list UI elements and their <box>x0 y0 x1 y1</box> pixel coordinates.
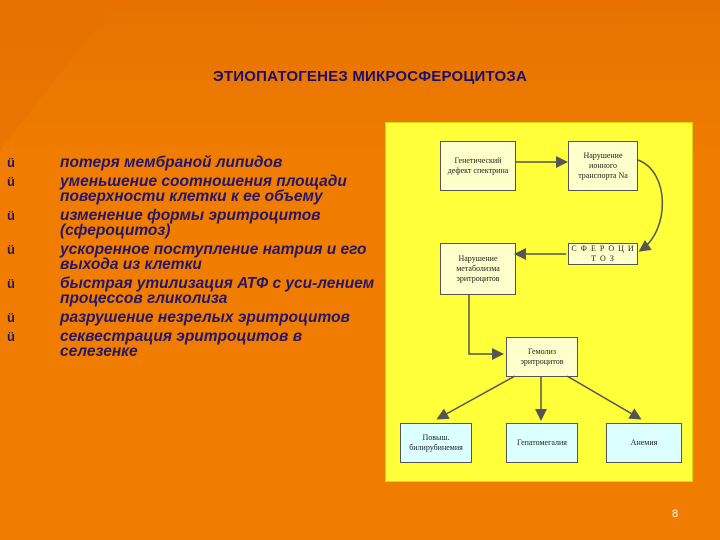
bullet-item <box>6 155 376 170</box>
checkmark-icon: ü <box>7 208 15 223</box>
node-bilirubinemia: Повыш. билирубинемия <box>400 423 472 463</box>
slide-title: ЭТИОПАТОГЕНЕЗ МИКРОСФЕРОЦИТОЗА <box>213 68 527 85</box>
node-anemia: Анемия <box>606 423 682 463</box>
bullet-text: ускоренное поступление натрия и его выхода из клетки <box>60 241 367 273</box>
bullet-item <box>6 242 376 272</box>
checkmark-icon: ü <box>7 329 15 344</box>
node-ion-transport: Нарушение ионного транспорта Na <box>568 141 638 191</box>
bullet-text: потеря мембраной липидов <box>60 154 283 171</box>
checkmark-icon: ü <box>7 174 15 189</box>
bullet-item <box>6 174 376 204</box>
checkmark-icon: ü <box>7 155 15 170</box>
arrow-hemolysis-to-anemia <box>567 376 639 418</box>
page-number: 8 <box>671 508 679 520</box>
bullet-item <box>6 329 376 359</box>
bullet-text: секвестрация эритроцитов в селезенке <box>60 328 303 360</box>
bullet-text: быстрая утилизация АТФ с уси-лением процессов гликолиза <box>60 275 375 307</box>
bullet-text: разрушение незрелых эритроцитов <box>60 309 350 326</box>
bullet-item <box>6 310 376 325</box>
checkmark-icon: ü <box>7 242 15 257</box>
node-metabolism-disorder: Нарушение метаболизма эритроцитов <box>440 243 516 295</box>
bullet-item <box>6 276 376 306</box>
bullet-item <box>6 208 376 238</box>
checkmark-icon: ü <box>7 276 15 291</box>
bullet-text: уменьшение соотношения площади поверхности клетки к ее объему <box>60 173 347 205</box>
diagram-arrows <box>385 122 691 480</box>
node-genetic-defect: Генетический дефект спектрина <box>440 141 516 191</box>
bullet-list <box>6 155 376 363</box>
checkmark-icon: ü <box>7 310 15 325</box>
node-hemolysis: Гемолиз эритроцитов <box>506 337 578 377</box>
bullet-text: изменение формы эритроцитов (сфероцитоз) <box>60 207 321 239</box>
arrow-hemolysis-to-bilirubinemia <box>439 376 515 418</box>
arrow-metabolism-to-hemolysis <box>469 295 501 354</box>
node-spherocytosis: С Ф Е Р О Ц И Т О З <box>568 243 638 265</box>
arrow-transport-to-spherocytosis <box>638 160 662 250</box>
node-hepatomegaly: Гепатомегалия <box>506 423 578 463</box>
